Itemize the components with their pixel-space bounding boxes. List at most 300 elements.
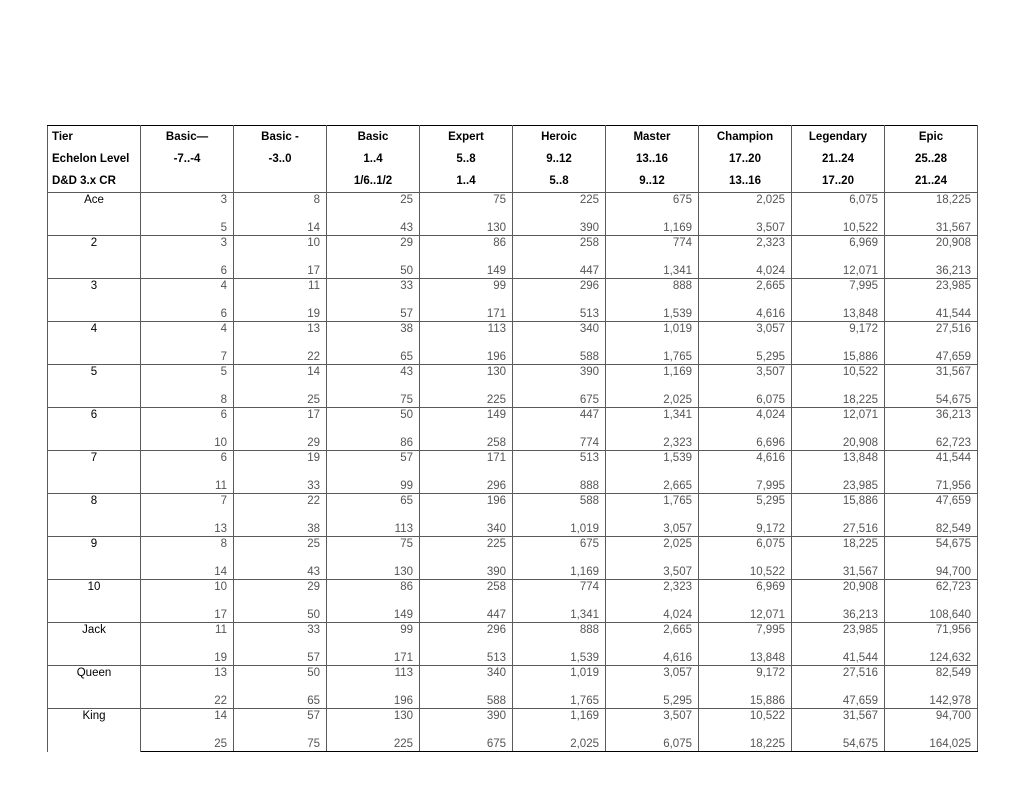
value-cell-bottom: 5,295	[606, 687, 699, 709]
value-cell-top: 5,295	[699, 494, 792, 516]
value-cell-top: 33	[327, 279, 420, 301]
value-cell-bottom: 113	[327, 515, 420, 537]
table-row	[48, 580, 978, 602]
header-row-label: D&D 3.x CR	[48, 170, 141, 193]
value-cell-bottom: 4,024	[606, 601, 699, 623]
value-cell-top: 29	[327, 236, 420, 258]
table-row	[48, 257, 978, 279]
value-cell-top: 1,765	[606, 494, 699, 516]
value-cell-bottom: 4,616	[699, 300, 792, 322]
value-cell-top: 36,213	[885, 408, 978, 430]
value-cell-bottom: 47,659	[792, 687, 885, 709]
value-cell-bottom: 196	[327, 687, 420, 709]
row-label: 10	[48, 580, 141, 623]
value-cell-top: 2,323	[606, 580, 699, 602]
value-cell-top: 196	[420, 494, 513, 516]
header-cell: 1/6..1/2	[327, 170, 420, 193]
header-cell: Legendary	[792, 126, 885, 149]
row-label: 2	[48, 236, 141, 279]
value-cell-top: 99	[327, 623, 420, 645]
value-cell-top: 113	[327, 666, 420, 688]
value-cell-top: 10	[141, 580, 234, 602]
header-cell: Basic	[327, 126, 420, 149]
value-cell-bottom: 2,323	[606, 429, 699, 451]
value-cell-bottom: 36,213	[792, 601, 885, 623]
value-cell-bottom: 225	[327, 730, 420, 752]
table-row	[48, 623, 978, 645]
value-cell-top: 13	[141, 666, 234, 688]
value-cell-top: 57	[327, 451, 420, 473]
value-cell-top: 3	[141, 193, 234, 215]
header-cell: 9..12	[513, 148, 606, 170]
value-cell-bottom: 108,640	[885, 601, 978, 623]
value-cell-top: 5	[141, 365, 234, 387]
value-cell-bottom: 41,544	[792, 644, 885, 666]
value-cell-bottom: 225	[420, 386, 513, 408]
value-cell-top: 3,507	[606, 709, 699, 731]
value-cell-top: 6,969	[699, 580, 792, 602]
value-cell-bottom: 22	[234, 343, 327, 365]
value-cell-bottom: 99	[327, 472, 420, 494]
value-cell-bottom: 588	[513, 343, 606, 365]
value-cell-bottom: 1,539	[606, 300, 699, 322]
value-cell-top: 15,886	[792, 494, 885, 516]
value-cell-bottom: 14	[141, 558, 234, 580]
value-cell-top: 18,225	[885, 193, 978, 215]
value-cell-top: 50	[234, 666, 327, 688]
value-cell-top: 47,659	[885, 494, 978, 516]
table-row	[48, 537, 978, 559]
header-cell: -3..0	[234, 148, 327, 170]
value-cell-bottom: 41,544	[885, 300, 978, 322]
header-cell: 1..4	[420, 170, 513, 193]
value-cell-top: 50	[327, 408, 420, 430]
table-row	[48, 214, 978, 236]
value-cell-top: 20,908	[792, 580, 885, 602]
value-cell-top: 31,567	[792, 709, 885, 731]
header-cell: 17..20	[792, 170, 885, 193]
table-row	[48, 558, 978, 580]
header-cell: Epic	[885, 126, 978, 149]
value-cell-top: 17	[234, 408, 327, 430]
table-row	[48, 386, 978, 408]
value-cell-bottom: 5,295	[699, 343, 792, 365]
value-cell-bottom: 3,507	[699, 214, 792, 236]
value-cell-bottom: 3,507	[606, 558, 699, 580]
value-cell-top: 513	[513, 451, 606, 473]
value-cell-bottom: 19	[141, 644, 234, 666]
value-cell-top: 2,665	[699, 279, 792, 301]
header-row	[48, 170, 978, 193]
value-cell-top: 2,323	[699, 236, 792, 258]
value-cell-top: 23,985	[885, 279, 978, 301]
value-cell-bottom: 6,075	[606, 730, 699, 752]
value-cell-bottom: 50	[327, 257, 420, 279]
table-row	[48, 365, 978, 387]
value-cell-top: 1,169	[513, 709, 606, 731]
value-cell-top: 8	[234, 193, 327, 215]
value-cell-bottom: 171	[327, 644, 420, 666]
value-cell-bottom: 62,723	[885, 429, 978, 451]
value-cell-top: 4,024	[699, 408, 792, 430]
table-row	[48, 687, 978, 709]
table-row	[48, 709, 978, 731]
value-cell-bottom: 31,567	[792, 558, 885, 580]
value-cell-top: 2,665	[606, 623, 699, 645]
value-cell-bottom: 18,225	[699, 730, 792, 752]
value-cell-bottom: 6,075	[699, 386, 792, 408]
table-row	[48, 408, 978, 430]
xp-table	[47, 125, 978, 752]
value-cell-bottom: 447	[420, 601, 513, 623]
header-cell: 13..16	[699, 170, 792, 193]
table-row	[48, 451, 978, 473]
value-cell-top: 774	[513, 580, 606, 602]
value-cell-top: 10	[234, 236, 327, 258]
value-cell-top: 12,071	[792, 408, 885, 430]
table-row	[48, 494, 978, 516]
header-cell: 17..20	[699, 148, 792, 170]
value-cell-top: 296	[513, 279, 606, 301]
row-label: 8	[48, 494, 141, 537]
value-cell-top: 9,172	[792, 322, 885, 344]
value-cell-bottom: 75	[327, 386, 420, 408]
value-cell-bottom: 25	[234, 386, 327, 408]
value-cell-bottom: 14	[234, 214, 327, 236]
value-cell-top: 113	[420, 322, 513, 344]
row-label: 5	[48, 365, 141, 408]
value-cell-bottom: 149	[420, 257, 513, 279]
value-cell-bottom: 38	[234, 515, 327, 537]
value-cell-top: 31,567	[885, 365, 978, 387]
header-row	[48, 126, 978, 149]
value-cell-top: 4	[141, 322, 234, 344]
header-cell	[234, 170, 327, 193]
value-cell-bottom: 4,024	[699, 257, 792, 279]
value-cell-top: 25	[327, 193, 420, 215]
value-cell-top: 3	[141, 236, 234, 258]
value-cell-top: 22	[234, 494, 327, 516]
value-cell-top: 3,057	[606, 666, 699, 688]
value-cell-bottom: 1,765	[513, 687, 606, 709]
table-row	[48, 666, 978, 688]
table-body	[48, 126, 978, 752]
header-cell: 21..24	[885, 170, 978, 193]
value-cell-bottom: 86	[327, 429, 420, 451]
value-cell-bottom: 43	[327, 214, 420, 236]
value-cell-bottom: 47,659	[885, 343, 978, 365]
value-cell-bottom: 2,025	[513, 730, 606, 752]
value-cell-top: 6,075	[792, 193, 885, 215]
value-cell-top: 130	[420, 365, 513, 387]
value-cell-bottom: 6,696	[699, 429, 792, 451]
table-row	[48, 300, 978, 322]
table-row	[48, 193, 978, 215]
header-cell: Expert	[420, 126, 513, 149]
value-cell-top: 296	[420, 623, 513, 645]
value-cell-bottom: 774	[513, 429, 606, 451]
value-cell-top: 340	[420, 666, 513, 688]
row-label: 6	[48, 408, 141, 451]
value-cell-bottom: 1,169	[606, 214, 699, 236]
value-cell-bottom: 12,071	[699, 601, 792, 623]
value-cell-bottom: 20,908	[792, 429, 885, 451]
value-cell-bottom: 1,019	[513, 515, 606, 537]
value-cell-bottom: 10,522	[792, 214, 885, 236]
value-cell-top: 18,225	[792, 537, 885, 559]
value-cell-top: 130	[327, 709, 420, 731]
value-cell-top: 7,995	[792, 279, 885, 301]
value-cell-bottom: 65	[327, 343, 420, 365]
value-cell-top: 1,169	[606, 365, 699, 387]
value-cell-top: 11	[141, 623, 234, 645]
value-cell-top: 43	[327, 365, 420, 387]
value-cell-bottom: 15,886	[699, 687, 792, 709]
value-cell-bottom: 390	[513, 214, 606, 236]
value-cell-bottom: 7	[141, 343, 234, 365]
value-cell-top: 27,516	[885, 322, 978, 344]
value-cell-top: 675	[606, 193, 699, 215]
value-cell-bottom: 71,956	[885, 472, 978, 494]
value-cell-bottom: 43	[234, 558, 327, 580]
value-cell-top: 82,549	[885, 666, 978, 688]
value-cell-top: 38	[327, 322, 420, 344]
value-cell-bottom: 124,632	[885, 644, 978, 666]
header-cell: -7..-4	[141, 148, 234, 170]
value-cell-bottom: 1,539	[513, 644, 606, 666]
value-cell-bottom: 258	[420, 429, 513, 451]
value-cell-top: 390	[513, 365, 606, 387]
value-cell-bottom: 13,848	[699, 644, 792, 666]
value-cell-bottom: 513	[513, 300, 606, 322]
value-cell-top: 99	[420, 279, 513, 301]
header-cell: 5..8	[420, 148, 513, 170]
value-cell-top: 149	[420, 408, 513, 430]
table-row	[48, 472, 978, 494]
value-cell-bottom: 130	[327, 558, 420, 580]
value-cell-top: 340	[513, 322, 606, 344]
value-cell-top: 19	[234, 451, 327, 473]
table-row	[48, 322, 978, 344]
header-row	[48, 148, 978, 170]
value-cell-top: 3,507	[699, 365, 792, 387]
value-cell-top: 94,700	[885, 709, 978, 731]
value-cell-bottom: 10,522	[699, 558, 792, 580]
value-cell-top: 14	[234, 365, 327, 387]
value-cell-top: 10,522	[699, 709, 792, 731]
table-row	[48, 644, 978, 666]
row-label: Jack	[48, 623, 141, 666]
value-cell-top: 888	[606, 279, 699, 301]
value-cell-top: 62,723	[885, 580, 978, 602]
value-cell-top: 6	[141, 408, 234, 430]
value-cell-bottom: 675	[420, 730, 513, 752]
value-cell-bottom: 94,700	[885, 558, 978, 580]
value-cell-bottom: 36,213	[885, 257, 978, 279]
header-cell	[141, 170, 234, 193]
value-cell-bottom: 2,025	[606, 386, 699, 408]
value-cell-bottom: 10	[141, 429, 234, 451]
value-cell-bottom: 8	[141, 386, 234, 408]
value-cell-bottom: 1,341	[513, 601, 606, 623]
value-cell-top: 8	[141, 537, 234, 559]
table-row	[48, 429, 978, 451]
value-cell-top: 2,025	[699, 193, 792, 215]
table-row	[48, 601, 978, 623]
value-cell-top: 2,025	[606, 537, 699, 559]
header-row-label: Echelon Level	[48, 148, 141, 170]
value-cell-bottom: 17	[141, 601, 234, 623]
value-cell-top: 225	[420, 537, 513, 559]
value-cell-bottom: 171	[420, 300, 513, 322]
row-label: 9	[48, 537, 141, 580]
value-cell-top: 54,675	[885, 537, 978, 559]
value-cell-top: 29	[234, 580, 327, 602]
value-cell-bottom: 75	[234, 730, 327, 752]
value-cell-top: 1,341	[606, 408, 699, 430]
value-cell-top: 7	[141, 494, 234, 516]
value-cell-bottom: 27,516	[792, 515, 885, 537]
value-cell-top: 25	[234, 537, 327, 559]
value-cell-top: 6,075	[699, 537, 792, 559]
header-cell: Basic—	[141, 126, 234, 149]
value-cell-bottom: 23,985	[792, 472, 885, 494]
value-cell-bottom: 447	[513, 257, 606, 279]
value-cell-bottom: 13	[141, 515, 234, 537]
value-cell-bottom: 340	[420, 515, 513, 537]
value-cell-bottom: 1,169	[513, 558, 606, 580]
header-cell: Master	[606, 126, 699, 149]
value-cell-bottom: 588	[420, 687, 513, 709]
header-cell: 5..8	[513, 170, 606, 193]
row-label: 3	[48, 279, 141, 322]
row-label: King	[48, 709, 141, 752]
table-row	[48, 279, 978, 301]
value-cell-top: 9,172	[699, 666, 792, 688]
value-cell-top: 71,956	[885, 623, 978, 645]
value-cell-top: 20,908	[885, 236, 978, 258]
value-cell-bottom: 149	[327, 601, 420, 623]
value-cell-bottom: 9,172	[699, 515, 792, 537]
value-cell-bottom: 82,549	[885, 515, 978, 537]
value-cell-bottom: 6	[141, 257, 234, 279]
header-cell: 13..16	[606, 148, 699, 170]
value-cell-bottom: 57	[234, 644, 327, 666]
value-cell-top: 13,848	[792, 451, 885, 473]
value-cell-bottom: 54,675	[885, 386, 978, 408]
value-cell-bottom: 296	[420, 472, 513, 494]
value-cell-top: 171	[420, 451, 513, 473]
value-cell-top: 75	[420, 193, 513, 215]
header-cell: Champion	[699, 126, 792, 149]
value-cell-bottom: 5	[141, 214, 234, 236]
value-cell-top: 23,985	[792, 623, 885, 645]
value-cell-bottom: 164,025	[885, 730, 978, 752]
value-cell-top: 75	[327, 537, 420, 559]
value-cell-bottom: 130	[420, 214, 513, 236]
row-label: Queen	[48, 666, 141, 709]
header-row-label: Tier	[48, 126, 141, 149]
value-cell-top: 447	[513, 408, 606, 430]
value-cell-bottom: 1,765	[606, 343, 699, 365]
table-row	[48, 236, 978, 258]
value-cell-top: 33	[234, 623, 327, 645]
table-row	[48, 730, 978, 752]
value-cell-top: 57	[234, 709, 327, 731]
value-cell-bottom: 7,995	[699, 472, 792, 494]
value-cell-bottom: 57	[327, 300, 420, 322]
value-cell-top: 588	[513, 494, 606, 516]
value-cell-top: 86	[327, 580, 420, 602]
value-cell-top: 1,019	[606, 322, 699, 344]
header-cell: 1..4	[327, 148, 420, 170]
value-cell-top: 41,544	[885, 451, 978, 473]
row-label: 4	[48, 322, 141, 365]
value-cell-top: 774	[606, 236, 699, 258]
table-row	[48, 343, 978, 365]
value-cell-top: 888	[513, 623, 606, 645]
value-cell-bottom: 19	[234, 300, 327, 322]
value-cell-bottom: 12,071	[792, 257, 885, 279]
header-cell: 21..24	[792, 148, 885, 170]
value-cell-bottom: 2,665	[606, 472, 699, 494]
value-cell-bottom: 22	[141, 687, 234, 709]
value-cell-bottom: 31,567	[885, 214, 978, 236]
value-cell-top: 4,616	[699, 451, 792, 473]
value-cell-top: 1,539	[606, 451, 699, 473]
value-cell-bottom: 33	[234, 472, 327, 494]
row-label: Ace	[48, 193, 141, 236]
value-cell-bottom: 513	[420, 644, 513, 666]
value-cell-bottom: 3,057	[606, 515, 699, 537]
value-cell-top: 6	[141, 451, 234, 473]
value-cell-top: 1,019	[513, 666, 606, 688]
table-row	[48, 515, 978, 537]
value-cell-bottom: 65	[234, 687, 327, 709]
value-cell-bottom: 54,675	[792, 730, 885, 752]
value-cell-bottom: 888	[513, 472, 606, 494]
header-cell: 25..28	[885, 148, 978, 170]
value-cell-bottom: 4,616	[606, 644, 699, 666]
value-cell-top: 3,057	[699, 322, 792, 344]
value-cell-bottom: 675	[513, 386, 606, 408]
value-cell-bottom: 390	[420, 558, 513, 580]
value-cell-top: 86	[420, 236, 513, 258]
value-cell-bottom: 17	[234, 257, 327, 279]
value-cell-top: 11	[234, 279, 327, 301]
value-cell-top: 225	[513, 193, 606, 215]
value-cell-top: 14	[141, 709, 234, 731]
value-cell-top: 675	[513, 537, 606, 559]
value-cell-top: 6,969	[792, 236, 885, 258]
value-cell-bottom: 15,886	[792, 343, 885, 365]
value-cell-bottom: 50	[234, 601, 327, 623]
header-cell: Heroic	[513, 126, 606, 149]
header-cell: Basic -	[234, 126, 327, 149]
header-cell: 9..12	[606, 170, 699, 193]
value-cell-top: 390	[420, 709, 513, 731]
value-cell-top: 7,995	[699, 623, 792, 645]
value-cell-top: 65	[327, 494, 420, 516]
value-cell-bottom: 29	[234, 429, 327, 451]
value-cell-bottom: 196	[420, 343, 513, 365]
value-cell-top: 13	[234, 322, 327, 344]
value-cell-bottom: 11	[141, 472, 234, 494]
value-cell-top: 4	[141, 279, 234, 301]
value-cell-top: 27,516	[792, 666, 885, 688]
value-cell-bottom: 25	[141, 730, 234, 752]
value-cell-bottom: 142,978	[885, 687, 978, 709]
